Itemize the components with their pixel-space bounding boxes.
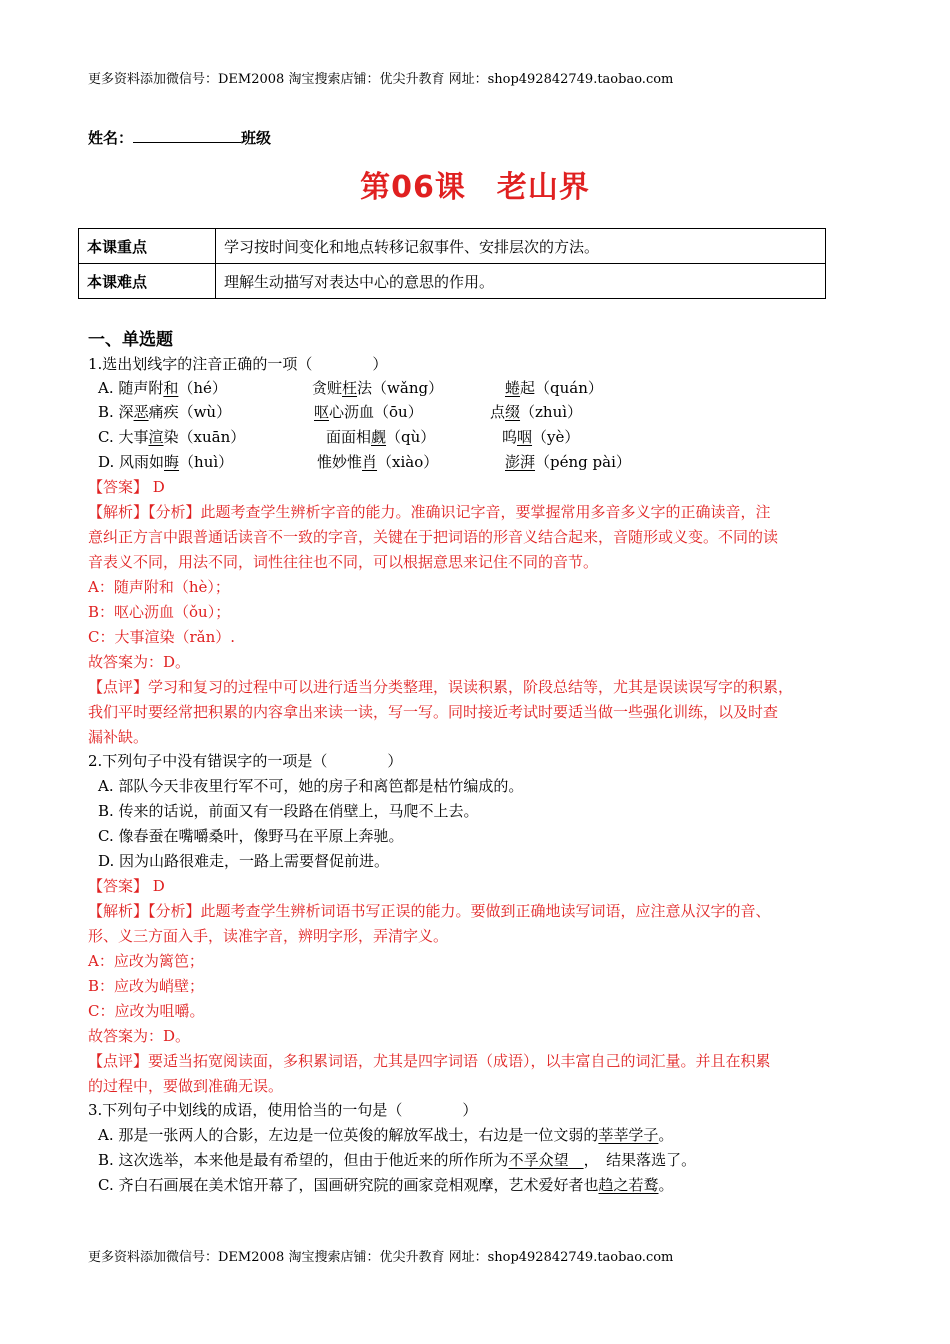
name-blank bbox=[133, 128, 241, 143]
q1-comment-line: 漏补缺。 bbox=[88, 728, 149, 746]
q3-c-text: C. 齐白石画展在美术馆开幕了，国画研究院的画家竞相观摩，艺术爱好者也 bbox=[98, 1176, 599, 1194]
q2-analysis-line: C：应改为咀嚼。 bbox=[88, 1002, 205, 1020]
key-point-row bbox=[79, 229, 826, 264]
page-footer: 更多资料添加微信号：DEM2008 淘宝搜索店铺：优尖升教育 网址：shop492842749.taobao.com bbox=[88, 1250, 674, 1265]
q1-comment-line: 【点评】学习和复习的过程中可以进行适当分类整理，误读积累，阶段总结等，尤其是误读误写字的积累， bbox=[88, 678, 794, 696]
q3-c-underlined-idiom: 趋之若鹜 bbox=[598, 1176, 659, 1194]
q1-b-col3-post: （zhuì） bbox=[520, 403, 583, 421]
q2-analysis-line: A：应改为篱笆； bbox=[88, 952, 204, 970]
q2-conclusion: 故答案为：D。 bbox=[88, 1027, 191, 1045]
name-class-line bbox=[88, 128, 271, 148]
q2-stem: 2.下列句子中没有错误字的一项是（ ） bbox=[88, 752, 403, 770]
q1-d-col2-pre: 惟妙惟 bbox=[317, 453, 363, 471]
difficulty-label: 本课难点 bbox=[79, 264, 216, 299]
q1-a-col2-underlined: 枉 bbox=[342, 379, 358, 397]
q1-b-col3-underlined: 缀 bbox=[505, 403, 521, 421]
q3-option-a bbox=[98, 1125, 673, 1145]
q1-c-col3-pre: 呜 bbox=[502, 428, 518, 446]
q1-analysis-line: 音表义不同，用法不同，词性往往也不同，可以根据意思来记住不同的音节。 bbox=[88, 553, 599, 571]
q2-analysis-line: 【解析】【分析】此题考查学生辨析词语书写正误的能力。要做到正确地读写词语，应注意从汉字的音、 bbox=[88, 902, 771, 920]
q2-analysis-line: 形、义三方面入手，读准字音，辨明字形，弄清字义。 bbox=[88, 927, 449, 945]
q2-analysis-line: B：应改为峭壁； bbox=[88, 977, 205, 995]
q3-b-end: ， 结果落选了。 bbox=[583, 1151, 697, 1169]
q2-option-b: B. 传来的话说，前面又有一段路在俏壁上，马爬不上去。 bbox=[98, 802, 479, 820]
difficulty-row bbox=[79, 264, 826, 299]
q2-option-c: C. 像春蚕在嘴嚼桑叶，像野马在平原上奔驰。 bbox=[98, 827, 404, 845]
q2-option-d: D. 因为山路很难走，一路上需要督促前进。 bbox=[98, 852, 390, 870]
q3-option-c bbox=[98, 1175, 674, 1195]
difficulty-content: 理解生动描写对表达中心的意思的作用。 bbox=[216, 264, 826, 299]
q1-a-col3-post: 起（quán） bbox=[520, 379, 603, 397]
key-points-table bbox=[78, 228, 826, 299]
q1-stem: 1.选出划线字的注音正确的一项（ ） bbox=[88, 355, 388, 373]
q1-analysis-line: A：随声附和（hè）； bbox=[88, 578, 230, 596]
q1-d-col1-underlined: 晦 bbox=[164, 453, 180, 471]
q1-c-col2-pre: 面面相 bbox=[326, 428, 372, 446]
lesson-title: 第06课 老山界 bbox=[360, 170, 590, 205]
q2-answer: 【答案】 D bbox=[88, 877, 165, 895]
name-label: 姓名： bbox=[88, 129, 134, 147]
q1-c-col2-underlined: 觑 bbox=[371, 428, 387, 446]
q1-d-col3-underlined: 澎湃 bbox=[505, 453, 536, 471]
q1-analysis-line: B：呕心沥血（ǒu）； bbox=[88, 603, 231, 621]
q1-c-col1-post: 染（xuān） bbox=[163, 428, 246, 446]
q1-a-col2-post: 法（wǎng） bbox=[357, 379, 444, 397]
q1-d-col2-underlined: 肖 bbox=[362, 453, 378, 471]
q1-b-col1-post: 痛疾（wù） bbox=[148, 403, 232, 421]
q1-b-col1-underlined: 恶 bbox=[133, 403, 149, 421]
q1-c-col3-underlined: 咽 bbox=[517, 428, 533, 446]
q3-a-text: A. 那是一张两人的合影，左边是一位英俊的解放军战士，右边是一位文弱的 bbox=[98, 1126, 599, 1144]
q1-b-col2-post: 心沥血（ōu） bbox=[329, 403, 423, 421]
page-header: 更多资料添加微信号：DEM2008 淘宝搜索店铺：优尖升教育 网址：shop492842749.taobao.com bbox=[88, 72, 674, 87]
q1-c-col2-post: （qù） bbox=[386, 428, 436, 446]
q1-c-col3-post: （yè） bbox=[532, 428, 580, 446]
section-title: 一、单选题 bbox=[88, 330, 173, 350]
key-point-content: 学习按时间变化和地点转移记叙事件、安排层次的方法。 bbox=[216, 229, 826, 264]
q3-b-underlined-idiom: 不孚众望 bbox=[508, 1151, 584, 1169]
q3-stem: 3.下列句子中划线的成语，使用恰当的一句是（ ） bbox=[88, 1101, 478, 1119]
q2-comment-line: 的过程中，要做到准确无误。 bbox=[88, 1077, 284, 1095]
q3-a-end: 。 bbox=[658, 1126, 674, 1144]
key-point-label: 本课重点 bbox=[79, 229, 216, 264]
q1-a-col1-pre: A. 随声附 bbox=[98, 379, 164, 397]
q1-answer: 【答案】 D bbox=[88, 478, 165, 496]
q1-a-col2-pre: 贪赃 bbox=[312, 379, 343, 397]
q1-a-col3-underlined: 蜷 bbox=[505, 379, 521, 397]
q1-analysis-line: C：大事渲染（rǎn）. bbox=[88, 628, 236, 646]
q2-option-a: A. 部队今天非夜里行军不可，她的房子和离笆都是枯竹编成的。 bbox=[98, 777, 524, 795]
q3-b-text: B. 这次选举，本来他是最有希望的，但由于他近来的所作所为 bbox=[98, 1151, 509, 1169]
q2-comment-line: 【点评】要适当拓宽阅读面，多积累词语，尤其是四字词语（成语），以丰富自己的词汇量。并且在积累 bbox=[88, 1052, 771, 1070]
q1-analysis-line: 意纠正方言中跟普通话读音不一致的字音，关键在于把词语的形音义结合起来，音随形或义变。不同的读 bbox=[88, 528, 779, 546]
q1-a-col1-post: （hé） bbox=[178, 379, 227, 397]
q1-conclusion: 故答案为：D。 bbox=[88, 653, 191, 671]
q1-c-col1-pre: C. 大事 bbox=[98, 428, 149, 446]
q1-analysis-line: 【解析】【分析】此题考查学生辨析字音的能力。准确识记字音，要掌握常用多音多义字的正确读音，注 bbox=[88, 503, 771, 521]
q3-option-b bbox=[98, 1150, 696, 1170]
q1-d-col3-post: （péng pài） bbox=[535, 453, 631, 471]
q1-comment-line: 我们平时要经常把积累的内容拿出来读一读，写一写。同时接近考试时要适当做一些强化训练，以及时查 bbox=[88, 703, 779, 721]
q3-c-end: 。 bbox=[658, 1176, 674, 1194]
q3-a-underlined-idiom: 莘莘学子 bbox=[598, 1126, 659, 1144]
q1-d-col1-pre: D. 风雨如 bbox=[98, 453, 165, 471]
q1-d-col2-post: （xiào） bbox=[377, 453, 439, 471]
q1-b-col3-pre: 点 bbox=[490, 403, 506, 421]
class-label: 班级 bbox=[241, 129, 272, 147]
q1-c-col1-underlined: 渲 bbox=[148, 428, 164, 446]
q1-b-col2-underlined: 呕 bbox=[314, 403, 330, 421]
q1-d-col1-post: （huì） bbox=[179, 453, 234, 471]
q1-a-col1-underlined: 和 bbox=[163, 379, 179, 397]
q1-b-col1-pre: B. 深 bbox=[98, 403, 134, 421]
